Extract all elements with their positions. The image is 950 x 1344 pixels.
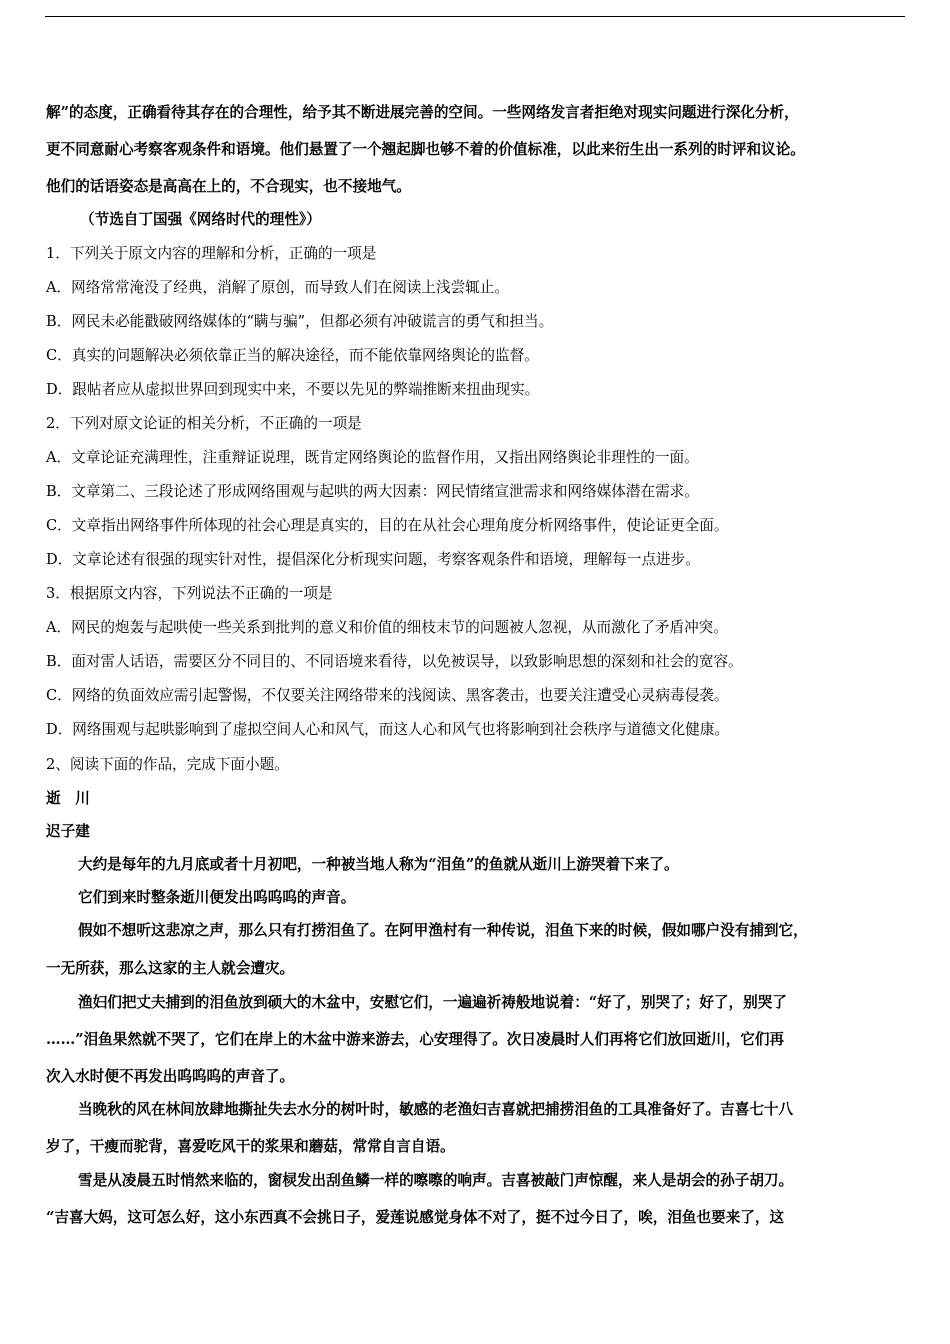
question-stem: 2．下列对原文论证的相关分析，不正确的一项是: [46, 415, 362, 432]
option-d: D．文章论述有很强的现实针对性，提倡深化分析现实问题，考察客观条件和语境，理解每一点进步。: [46, 551, 700, 568]
option-c: C．网络的负面效应需引起警惕，不仅要关注网络带来的浅阅读、黑客袭击，也要关注遭受心灵病毒侵袭。: [46, 687, 729, 704]
passage-line: 解”的态度，正确看待其存在的合理性，给予其不断进展完善的空间。一些网络发言者拒绝对现实问题进行深化分析，: [46, 104, 799, 121]
story-line: ……”泪鱼果然就不哭了，它们在岸上的木盆中游来游去，心安理得了。次日凌晨时人们再将它们放回逝川，它们再: [46, 1031, 785, 1048]
passage-line: 更不同意耐心考察客观条件和语境。他们悬置了一个翘起脚也够不着的价值标准，以此来衍生出一系列的时评和议论。: [46, 141, 805, 158]
story-line: 当晚秋的风在林间放肆地撕扯失去水分的树叶时，敏感的老渔妇吉喜就把捕捞泪鱼的工具准备好了。吉喜七十八: [78, 1101, 794, 1118]
story-line: 假如不想听这悲凉之声，那么只有打捞泪鱼了。在阿甲渔村有一种传说，泪鱼下来的时候，假如哪户没有捕到它，: [78, 922, 808, 939]
option-a: A．网络常常淹没了经典，消解了原创，而导致人们在阅读上浅尝辄止。: [46, 279, 509, 296]
story-line: 它们到来时整条逝川便发出呜呜呜的声音。: [78, 889, 356, 906]
option-b: B．网民未必能戳破网络媒体的“瞒与骗”，但都必须有冲破谎言的勇气和担当。: [46, 313, 554, 330]
option-d: D．跟帖者应从虚拟世界回到现实中来，不要以先见的弊端推断来扭曲现实。: [46, 381, 540, 398]
passage-line: 他们的话语姿态是高高在上的，不合现实，也不接地气。: [46, 178, 411, 195]
section-instruction: 2、阅读下面的作品，完成下面小题。: [46, 756, 289, 773]
option-b: B．文章第二、三段论述了形成网络围观与起哄的两大因素：网民情绪宣泄需求和网络媒体潜在需求。: [46, 483, 699, 500]
story-title: 逝 川: [46, 790, 90, 807]
story-line: “吉喜大妈，这可怎么好，这小东西真不会挑日子，爱莲说感觉身体不对了，挺不过今日了，唉，泪鱼也要来了，这: [46, 1209, 785, 1226]
story-line: 渔妇们把丈夫捕到的泪鱼放到硕大的木盆中，安慰它们，一遍遍祈祷般地说着：“好了，别哭了；好了，别哭了: [78, 994, 787, 1011]
story-author: 迟子建: [46, 823, 90, 840]
story-line: 次入水时便不再发出呜呜呜的声音了。: [46, 1068, 295, 1085]
option-c: C．真实的问题解决必须依靠正当的解决途径，而不能依靠网络舆论的监督。: [46, 347, 539, 364]
option-c: C．文章指出网络事件所体现的社会心理是真实的，目的在从社会心理角度分析网络事件，使论证更全面。: [46, 517, 729, 534]
option-d: D．网络围观与起哄影响到了虚拟空间人心和风气，而这人心和风气也将影响到社会秩序与道德文化健康。: [46, 721, 730, 738]
option-a: A．网民的炮轰与起哄使一些关系到批判的意义和价值的细枝末节的问题被人忽视，从而激化了矛盾冲突。: [46, 619, 728, 636]
story-line: 雪是从凌晨五时悄然来临的，窗棂发出刮鱼鳞一样的嚓嚓的响声。吉喜被敲门声惊醒，来人是胡会的孙子胡刀。: [78, 1172, 794, 1189]
story-line: 大约是每年的九月底或者十月初吧，一种被当地人称为“泪鱼”的鱼就从逝川上游哭着下来了。: [78, 856, 679, 873]
question-stem: 3．根据原文内容，下列说法不正确的一项是: [46, 585, 333, 602]
header-rule: [45, 16, 905, 17]
passage-source: （节选自丁国强《网络时代的理性》）: [80, 211, 321, 228]
question-stem: 1．下列关于原文内容的理解和分析，正确的一项是: [46, 245, 377, 262]
option-a: A．文章论证充满理性，注重辩证说理，既肯定网络舆论的监督作用，又指出网络舆论非理性的一面。: [46, 449, 699, 466]
story-line: 一无所获，那么这家的主人就会遭灾。: [46, 960, 295, 977]
story-line: 岁了，干瘦而驼背，喜爱吃风干的浆果和蘑菇，常常自言自语。: [46, 1138, 455, 1155]
option-b: B．面对雷人话语，需要区分不同目的、不同语境来看待，以免被误导，以致影响思想的深刻和社会的宽容。: [46, 653, 743, 670]
